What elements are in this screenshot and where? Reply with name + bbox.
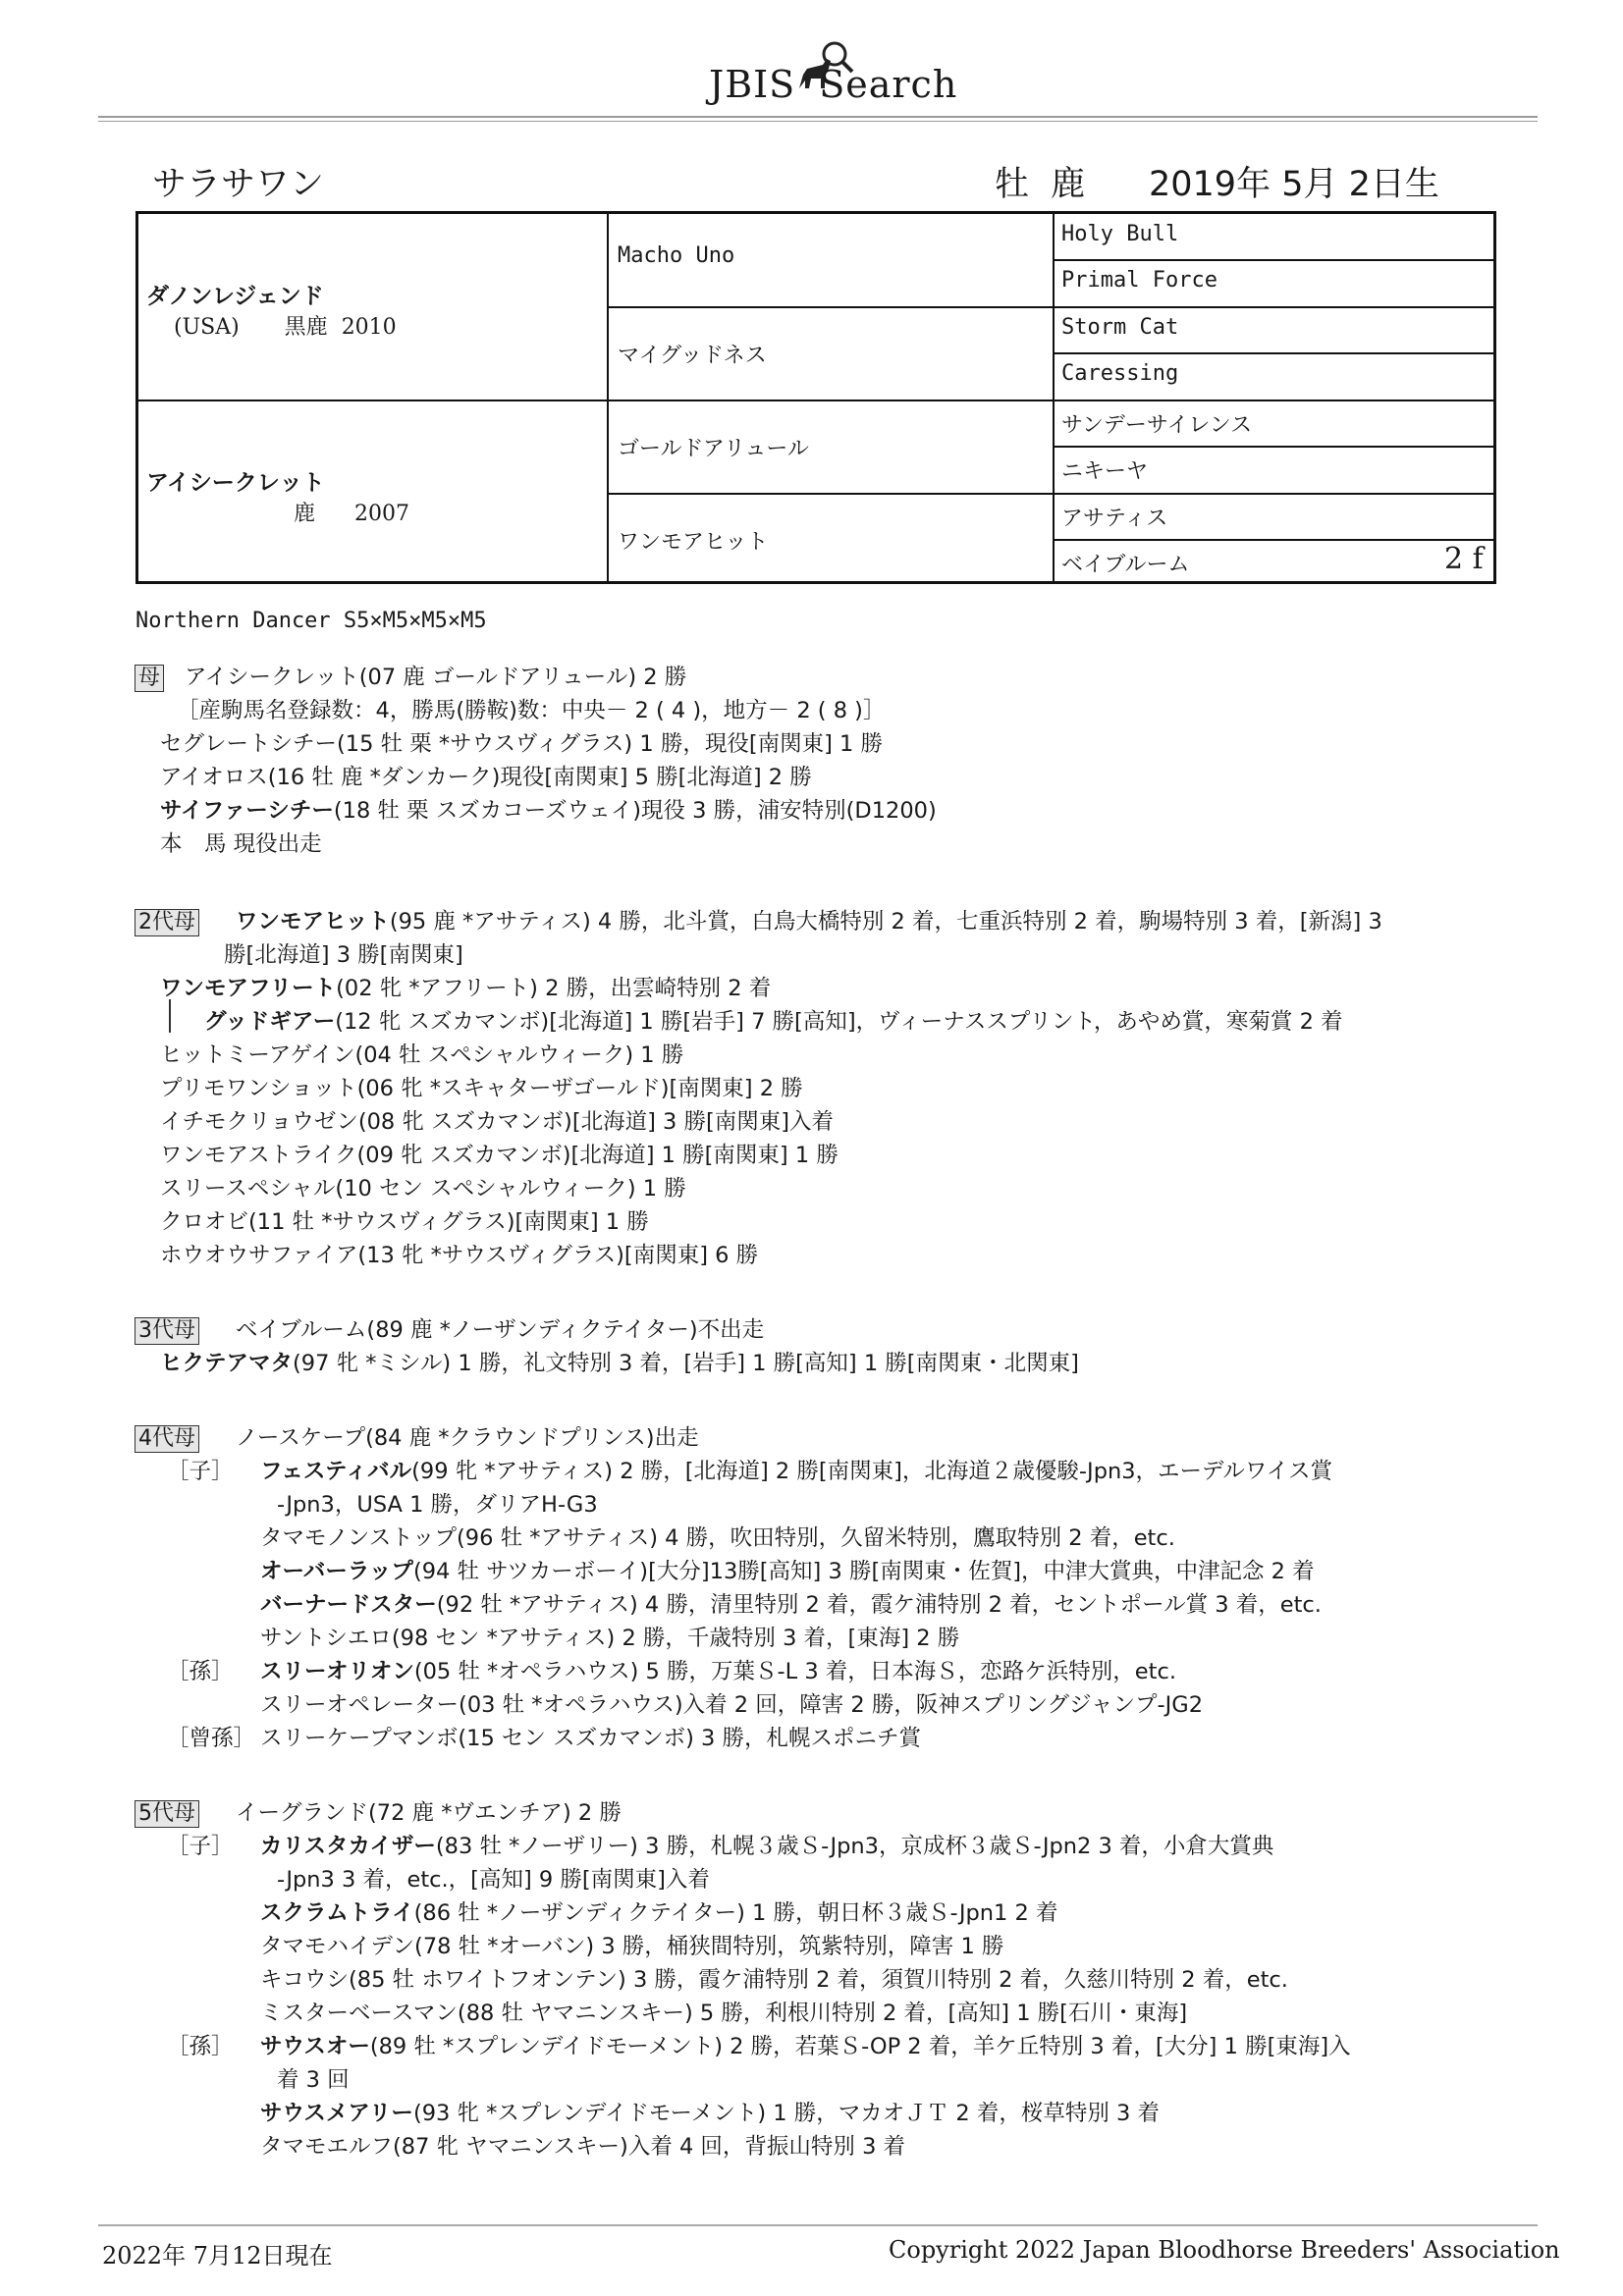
offspring-detail: (94 牡 サツカーボーイ)[大分]13勝[高知] 3 勝[南関東・佐賀]，中津大賞典，中津記念 2 着 [412, 1559, 1315, 1584]
list-item[interactable] [260, 2099, 1160, 2128]
offspring-name: グッドギアー [204, 1009, 336, 1035]
offspring-name: スリーオリオン [260, 1659, 414, 1684]
sire-year: 2010 [341, 315, 397, 340]
label-grandchild: ［孫］ [167, 2034, 234, 2059]
offspring-detail: (12 牝 スズカマンボ)[北海道] 1 勝[岩手] 7 勝[高知]，ヴィーナススプリント，あやめ賞，寒菊賞 2 着 [335, 1009, 1343, 1035]
offspring-detail: (18 牡 栗 スズカコーズウェイ)現役 3 勝，浦安特別(D1200) [333, 798, 937, 824]
list-item[interactable]: ヒットミーアゲイン(04 牡 スペシャルウィーク) 1 勝 [160, 1042, 684, 1068]
dam-stats: ［産駒馬名登録数：4，勝馬(勝鞍)数：中央－ 2 ( 4 )，地方－ 2 ( 8 )］ [177, 698, 886, 723]
list-item[interactable] [260, 1657, 1176, 1686]
label-child: ［子］ [167, 1834, 234, 1859]
list-item[interactable]: ミスターベースマン(88 牡 ヤマニンスキー) 5 勝，利根川特別 2 着，[高知] 1 勝[石川・東海] [260, 2001, 1188, 2026]
list-item[interactable]: スリーオペレーター(03 牡 *オペラハウス)入着 2 回，障害 2 勝，阪神スプリングジャンプ-JG2 [260, 1692, 1204, 1718]
gen3-head[interactable]: ベイブルーム(89 鹿 *ノーザンディクテイター)不出走 [236, 1317, 765, 1343]
list-item[interactable] [260, 2032, 1351, 2061]
list-item: 本 馬 現役出走 [160, 831, 322, 857]
dam-color: 鹿 [294, 502, 316, 526]
horse-color: 鹿 [1051, 165, 1086, 204]
offspring-name: サウスオー [260, 2034, 370, 2059]
list-item[interactable]: タマモハイデン(78 牡 *オーバン) 3 勝，桶狭間特別，筑紫特別，障害 1 勝 [260, 1934, 1004, 1959]
tag-gen5: 5代母 [135, 1800, 199, 1828]
tag-gen4: 4代母 [135, 1425, 199, 1453]
list-item[interactable] [260, 1832, 1273, 1861]
horse-sex: 牡 [995, 165, 1030, 204]
list-item[interactable]: キコウシ(85 牡 ホワイトフオンテン) 3 勝，霞ケ浦特別 2 着，須賀川特別 2 着，久慈川特別 2 着，etc. [260, 1967, 1288, 1993]
dam-sire[interactable]: ゴールドアリュール [618, 437, 809, 461]
jbis-logo[interactable] [0, 20, 1623, 110]
gen3-7[interactable]: アサティス [1061, 507, 1168, 531]
offspring-detail: (99 牝 *アサティス) 2 勝，[北海道] 2 勝[南関東]，北海道２歳優駿-Jpn3，エーデルワイス賞 [411, 1459, 1333, 1484]
gen2-head-cont: 勝[北海道] 3 勝[南関東] [224, 942, 463, 968]
gen2-detail: (95 鹿 *アサティス) 4 勝，北斗賞，白鳥大橋特別 2 着，七重浜特別 2 着，駒場特別 3 着，[新潟] 3 [389, 909, 1382, 934]
gen3-2[interactable]: Primal Force [1061, 268, 1217, 293]
list-item[interactable] [204, 1007, 1343, 1037]
offspring-name: サウスメアリー [260, 2101, 413, 2126]
offspring-detail: (83 牡 *ノーザリー) 3 勝，札幌３歳Ｓ-Jpn3，京成杯３歳Ｓ-Jpn2 3 着，小倉大賞典 [435, 1834, 1274, 1859]
list-item[interactable] [260, 1590, 1322, 1620]
label-child: ［子］ [167, 1459, 234, 1484]
list-item[interactable] [160, 796, 937, 826]
offspring-name: ワンモアフリート [160, 976, 337, 1001]
gen3-4[interactable]: Caressing [1061, 361, 1179, 386]
dam-year: 2007 [354, 502, 410, 526]
offspring-detail: (02 牝 *アフリート) 2 勝，出雲崎特別 2 着 [336, 976, 772, 1001]
offspring-name: ヒクテアマタ [160, 1351, 294, 1376]
horse-birthdate: 2019年 5月 2日生 [1149, 165, 1439, 204]
offspring-detail: (93 牝 *スプレンデイドモーメント) 1 勝，マカオＪＴ 2 着，桜草特別 3 着 [412, 2101, 1160, 2126]
list-item[interactable]: ホウオウサファイア(13 牝 *サウスヴィグラス)[南関東] 6 勝 [160, 1243, 759, 1268]
gen5-head[interactable]: イーグランド(72 鹿 *ヴエンチア) 2 勝 [236, 1800, 622, 1826]
list-item[interactable]: イチモクリョウゼン(08 牝 スズカマンボ)[北海道] 3 勝[南関東]入着 [160, 1109, 835, 1135]
gen3-8[interactable]: ベイブルーム [1061, 553, 1190, 577]
dam-name[interactable]: アイシークレット [146, 470, 325, 496]
tag-gen2: 2代母 [135, 909, 199, 936]
list-item[interactable] [160, 974, 771, 1003]
list-item[interactable] [260, 1557, 1315, 1586]
horse-name: サラサワン [152, 165, 325, 204]
sire-color: 黒鹿 [284, 315, 328, 340]
offspring-detail: (92 牡 *アサティス) 4 勝，清里特別 2 着，霞ケ浦特別 2 着，セントポール賞 3 着，etc. [436, 1592, 1322, 1618]
sire-dam[interactable]: マイグッドネス [618, 344, 767, 368]
list-item-cont: -Jpn3 3 着，etc.，[高知] 9 勝[南関東]入着 [277, 1867, 710, 1893]
list-item[interactable]: タマモノンストップ(96 牡 *アサティス) 4 勝，吹田特別，久留米特別，鷹取特別 2 着，etc. [260, 1525, 1175, 1551]
gen3-5[interactable]: サンデーサイレンス [1061, 413, 1253, 438]
list-item[interactable]: タマモエルフ(87 牝 ヤマニンスキー)入着 4 回，背振山特別 3 着 [260, 2134, 906, 2160]
list-item-cont: -Jpn3，USA 1 勝，ダリアH-G3 [277, 1492, 598, 1518]
list-item[interactable]: セグレートシチー(15 牡 栗 *サウスヴィグラス) 1 勝，現役[南関東] 1 勝 [160, 731, 883, 757]
list-item[interactable] [260, 1898, 1057, 1928]
gen3-1[interactable]: Holy Bull [1061, 222, 1179, 246]
dam-cell [146, 464, 409, 527]
offspring-detail: (05 牡 *オペラハウス) 5 勝，万葉Ｓ-L 3 着，日本海Ｓ，恋路ケ浜特別，etc. [413, 1659, 1176, 1684]
gen3-3[interactable]: Storm Cat [1061, 315, 1179, 340]
offspring-name: スクラムトライ [260, 1900, 414, 1926]
inbreeding: Northern Dancer S5×M5×M5×M5 [135, 609, 487, 633]
pedigree-table [135, 211, 1496, 584]
list-item[interactable]: クロオビ(11 牡 *サウスヴィグラス)[南関東] 1 勝 [160, 1209, 649, 1235]
offspring-detail: (86 牡 *ノーザンディクテイター) 1 勝，朝日杯３歳Ｓ-Jpn1 2 着 [413, 1900, 1058, 1926]
list-item[interactable]: スリーケープマンボ(15 セン スズカマンボ) 3 勝，札幌スポニチ賞 [260, 1726, 921, 1751]
footer-copyright: Copyright 2022 Japan Bloodhorse Breeders' Association [889, 2236, 1560, 2264]
tag-gen3: 3代母 [135, 1317, 199, 1345]
label-great-grandchild: ［曾孫］ [167, 1726, 256, 1751]
gen4-head[interactable]: ノースケープ(84 鹿 *クラウンドプリンス)出走 [236, 1425, 699, 1451]
list-item[interactable]: アイオロス(16 牡 鹿 *ダンカーク)現役[南関東] 5 勝[北海道] 2 勝 [160, 765, 812, 790]
gen3-6[interactable]: ニキーヤ [1061, 459, 1149, 484]
list-item-cont: 着 3 回 [277, 2067, 350, 2093]
family-number: 2 f [1444, 542, 1484, 576]
sire-origin: (USA) [174, 315, 240, 340]
sire-sire[interactable]: Macho Uno [618, 243, 735, 268]
footer-date: 2022年 7月12日現在 [102, 2242, 333, 2269]
list-item[interactable]: ワンモアストライク(09 牝 スズカマンボ)[北海道] 1 勝[南関東] 1 勝 [160, 1143, 839, 1168]
dam-dam[interactable]: ワンモアヒット [618, 530, 769, 555]
offspring-name: オーバーラップ [260, 1559, 413, 1584]
header-divider [98, 116, 1538, 122]
offspring-detail: (97 牝 *ミシル) 1 勝，礼文特別 3 着，[岩手] 1 勝[高知] 1 勝[南関東・北関東] [293, 1351, 1079, 1376]
gen2-head[interactable] [236, 907, 1382, 936]
offspring-name: フェスティバル [260, 1459, 412, 1484]
label-grandchild: ［孫］ [167, 1659, 234, 1684]
logo-jbis: JBIS [709, 63, 796, 106]
gen2-name: ワンモアヒット [236, 909, 390, 934]
offspring-name: サイファーシチー [160, 798, 334, 824]
tag-dam: 母 [135, 665, 164, 692]
offspring-detail: (89 牡 *スプレンデイドモーメント) 2 勝，若葉Ｓ-OP 2 着，羊ケ丘特別 3 着，[大分] 1 勝[東海]入 [369, 2034, 1351, 2059]
sire-cell [146, 278, 397, 341]
offspring-name: カリスタカイザー [260, 1834, 436, 1859]
logo-search: Search [819, 63, 958, 106]
list-item[interactable] [160, 1349, 1079, 1378]
list-item[interactable] [260, 1457, 1332, 1486]
list-item[interactable]: スリースペシャル(10 セン スペシャルウィーク) 1 勝 [160, 1176, 686, 1201]
logo-text [709, 63, 957, 106]
descendant-bar [169, 999, 171, 1033]
sire-name[interactable]: ダノンレジェンド [146, 284, 324, 309]
list-item[interactable]: サントシエロ(98 セン *アサティス) 2 勝，千歳特別 3 着，[東海] 2 勝 [260, 1626, 960, 1651]
footer-divider [98, 2224, 1538, 2226]
dam-head[interactable]: アイシークレット(07 鹿 ゴールドアリュール) 2 勝 [185, 665, 687, 690]
list-item[interactable]: プリモワンショット(06 牝 *スキャターザゴールド)[南関東] 2 勝 [160, 1076, 803, 1101]
offspring-name: バーナードスター [260, 1592, 437, 1618]
